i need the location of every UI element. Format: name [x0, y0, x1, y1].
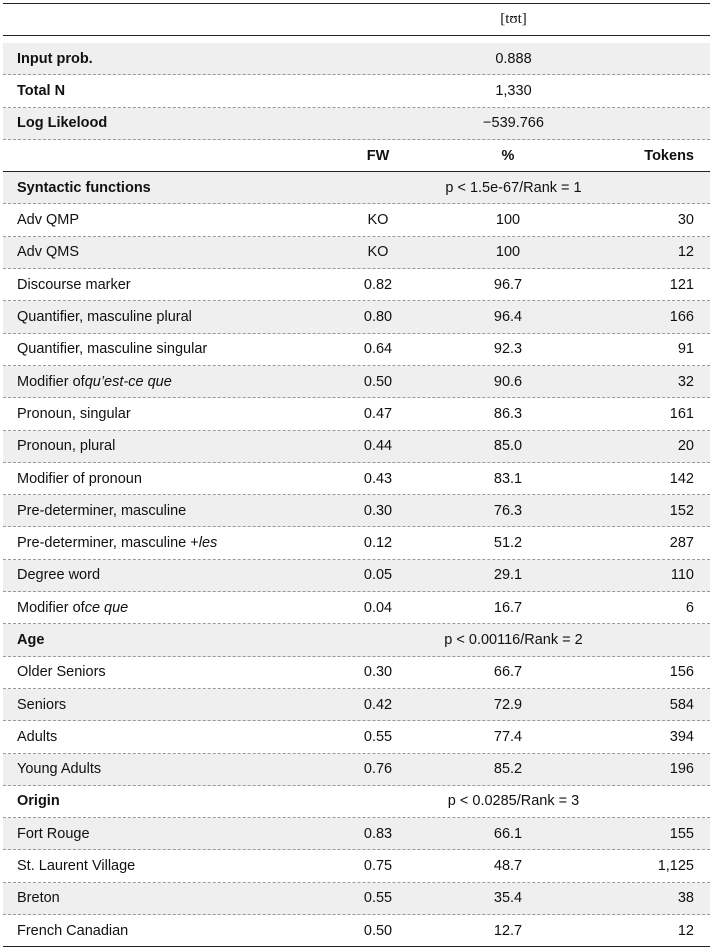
- percent-value: 66.1: [493, 825, 523, 842]
- row-label-text: Pre-determiner, masculine: [17, 502, 187, 519]
- percent-value: 100: [495, 212, 521, 229]
- tokens-value: 110: [670, 567, 694, 584]
- summary-row-input-prob: [3, 43, 710, 75]
- row-label: [17, 754, 101, 785]
- fw-value: KO: [367, 244, 389, 261]
- tokens-value: 30: [677, 212, 694, 229]
- row-label-text: Adv QMP: [17, 212, 80, 229]
- table-row: [3, 754, 710, 786]
- fw-value: 0.47: [363, 405, 393, 422]
- tokens-value: 152: [669, 502, 694, 519]
- table-row: [3, 915, 710, 947]
- row-label-text: Adults: [17, 728, 58, 745]
- row-label: [17, 560, 100, 591]
- row-label-text: French Canadian: [17, 922, 129, 939]
- row-label: [17, 334, 207, 365]
- fw-value: 0.12: [363, 535, 393, 552]
- fw-value: 0.55: [363, 890, 393, 907]
- tokens-value: 161: [669, 405, 694, 422]
- table-row: [3, 883, 710, 915]
- row-label: [17, 366, 172, 397]
- percent-value: 85.2: [493, 761, 523, 778]
- fw-value: 0.82: [363, 276, 393, 293]
- row-label-text: Discourse marker: [17, 276, 131, 293]
- table-row: [3, 850, 710, 882]
- tokens-value: 6: [685, 599, 694, 616]
- fw-value: 0.43: [363, 470, 393, 487]
- column-header-tokens: Tokens: [644, 147, 694, 164]
- group-name: Age: [17, 631, 45, 648]
- table-row: [3, 527, 710, 559]
- percent-value: 90.6: [493, 373, 523, 390]
- table-title-row: [3, 4, 710, 36]
- row-label-text: Pre-determiner, masculine +: [17, 535, 199, 552]
- summary-label: Total N: [17, 82, 66, 99]
- summary-value: 1,330: [495, 82, 532, 99]
- row-label-text: St. Laurent Village: [17, 858, 136, 875]
- row-label-italic: les: [198, 535, 218, 552]
- percent-value: 29.1: [493, 567, 523, 584]
- percent-value: 12.7: [493, 922, 523, 939]
- summary-row-log-likelihood: [3, 108, 710, 140]
- row-label: [17, 689, 66, 720]
- summary-label: Log Likelood: [17, 115, 108, 132]
- tokens-value: 287: [669, 535, 694, 552]
- group-stat: p < 0.00116/Rank = 2: [444, 631, 583, 648]
- table-row: [3, 334, 710, 366]
- tokens-value: 196: [669, 761, 694, 778]
- percent-value: 35.4: [493, 890, 523, 907]
- row-label: [17, 269, 131, 300]
- row-label: [17, 818, 90, 849]
- percent-value: 92.3: [493, 341, 523, 358]
- percent-value: 72.9: [493, 696, 523, 713]
- row-label-text: Modifier of pronoun: [17, 470, 142, 487]
- row-label: [17, 883, 60, 914]
- table-row: [3, 689, 710, 721]
- table-spacer: [3, 36, 710, 43]
- percent-value: 48.7: [493, 858, 523, 875]
- table-title: [tʊt]: [500, 11, 527, 27]
- row-label: [17, 527, 217, 558]
- fw-value: 0.80: [363, 309, 393, 326]
- row-label: [17, 301, 192, 332]
- fw-value: 0.04: [363, 599, 393, 616]
- group-name: Syntactic functions: [17, 179, 151, 196]
- table-row: [3, 560, 710, 592]
- percent-value: 51.2: [493, 535, 523, 552]
- table-row: [3, 237, 710, 269]
- fw-value: 0.30: [363, 664, 393, 681]
- percent-value: 85.0: [493, 438, 523, 455]
- row-label-italic: qu’est-ce que: [84, 373, 172, 390]
- tokens-value: 121: [669, 276, 694, 293]
- row-label-italic: ce que: [84, 599, 129, 616]
- percent-value: 100: [495, 244, 521, 261]
- tokens-value: 156: [669, 664, 694, 681]
- row-label: [17, 431, 115, 462]
- table-row: [3, 398, 710, 430]
- table-row: [3, 818, 710, 850]
- summary-value: −539.766: [483, 115, 544, 132]
- percent-value: 77.4: [493, 728, 523, 745]
- row-label-text: Fort Rouge: [17, 825, 90, 842]
- table-row: [3, 463, 710, 495]
- tokens-value: 12: [677, 244, 694, 261]
- summary-label: Input prob.: [17, 50, 93, 67]
- fw-value: 0.44: [363, 438, 393, 455]
- row-label: [17, 915, 128, 946]
- table-row: [3, 495, 710, 527]
- tokens-value: 91: [677, 341, 694, 358]
- fw-value: 0.30: [363, 502, 393, 519]
- fw-value: KO: [367, 212, 389, 229]
- row-label-text: Pronoun, singular: [17, 405, 131, 422]
- summary-row-total-n: [3, 75, 710, 107]
- row-label-text: Pronoun, plural: [17, 438, 116, 455]
- table-row: [3, 204, 710, 236]
- group-stat: p < 1.5e-67/Rank = 1: [445, 179, 582, 196]
- tokens-value: 20: [677, 438, 694, 455]
- percent-value: 66.7: [493, 664, 523, 681]
- percent-value: 96.7: [493, 276, 523, 293]
- row-label: [17, 237, 79, 268]
- percent-value: 16.7: [493, 599, 523, 616]
- row-label-text: Quantifier, masculine singular: [17, 341, 208, 358]
- table-body: [3, 172, 710, 947]
- row-label-text: Modifier of: [17, 373, 85, 390]
- row-label-text: Breton: [17, 890, 60, 907]
- row-label: [17, 204, 79, 235]
- percent-value: 76.3: [493, 502, 523, 519]
- row-label-text: Seniors: [17, 696, 67, 713]
- table-row: [3, 592, 710, 624]
- row-label-text: Young Adults: [17, 761, 102, 778]
- tokens-value: 142: [669, 470, 694, 487]
- fw-value: 0.76: [363, 761, 393, 778]
- row-label: [17, 850, 135, 881]
- tokens-value: 12: [677, 922, 694, 939]
- tokens-value: 155: [669, 825, 694, 842]
- row-label: [17, 463, 142, 494]
- table-row: [3, 431, 710, 463]
- table-row: [3, 269, 710, 301]
- percent-value: 86.3: [493, 405, 523, 422]
- tokens-value: 38: [677, 890, 694, 907]
- table-row: [3, 366, 710, 398]
- results-table: [3, 3, 710, 947]
- group-name: Origin: [17, 793, 60, 810]
- row-label: [17, 495, 186, 526]
- table-row: [3, 721, 710, 753]
- row-label-text: Degree word: [17, 567, 101, 584]
- fw-value: 0.83: [363, 825, 393, 842]
- row-label: [17, 657, 106, 688]
- table-row: [3, 657, 710, 689]
- fw-value: 0.42: [363, 696, 393, 713]
- tokens-value: 394: [669, 728, 694, 745]
- row-label-text: Older Seniors: [17, 664, 106, 681]
- row-label: [17, 592, 128, 623]
- group-header-row: [3, 172, 710, 204]
- table-row: [3, 301, 710, 333]
- percent-value: 96.4: [493, 309, 523, 326]
- percent-value: 83.1: [493, 470, 523, 487]
- column-header-row: [3, 140, 710, 172]
- group-stat: p < 0.0285/Rank = 3: [447, 793, 580, 810]
- fw-value: 0.05: [363, 567, 393, 584]
- fw-value: 0.50: [363, 922, 393, 939]
- fw-value: 0.75: [363, 858, 393, 875]
- group-header-row: [3, 624, 710, 656]
- row-label-text: Modifier of: [17, 599, 85, 616]
- column-header-fw: FW: [366, 147, 390, 164]
- row-label: [17, 398, 131, 429]
- row-label-text: Adv QMS: [17, 244, 80, 261]
- column-header-percent: %: [501, 147, 515, 164]
- tokens-value: 32: [677, 373, 694, 390]
- row-label: [17, 721, 57, 752]
- tokens-value: 166: [669, 309, 694, 326]
- row-label-text: Quantifier, masculine plural: [17, 309, 192, 326]
- tokens-value: 1,125: [657, 858, 694, 875]
- fw-value: 0.50: [363, 373, 393, 390]
- tokens-value: 584: [669, 696, 694, 713]
- group-header-row: [3, 786, 710, 818]
- summary-value: 0.888: [495, 50, 532, 67]
- fw-value: 0.55: [363, 728, 393, 745]
- fw-value: 0.64: [363, 341, 393, 358]
